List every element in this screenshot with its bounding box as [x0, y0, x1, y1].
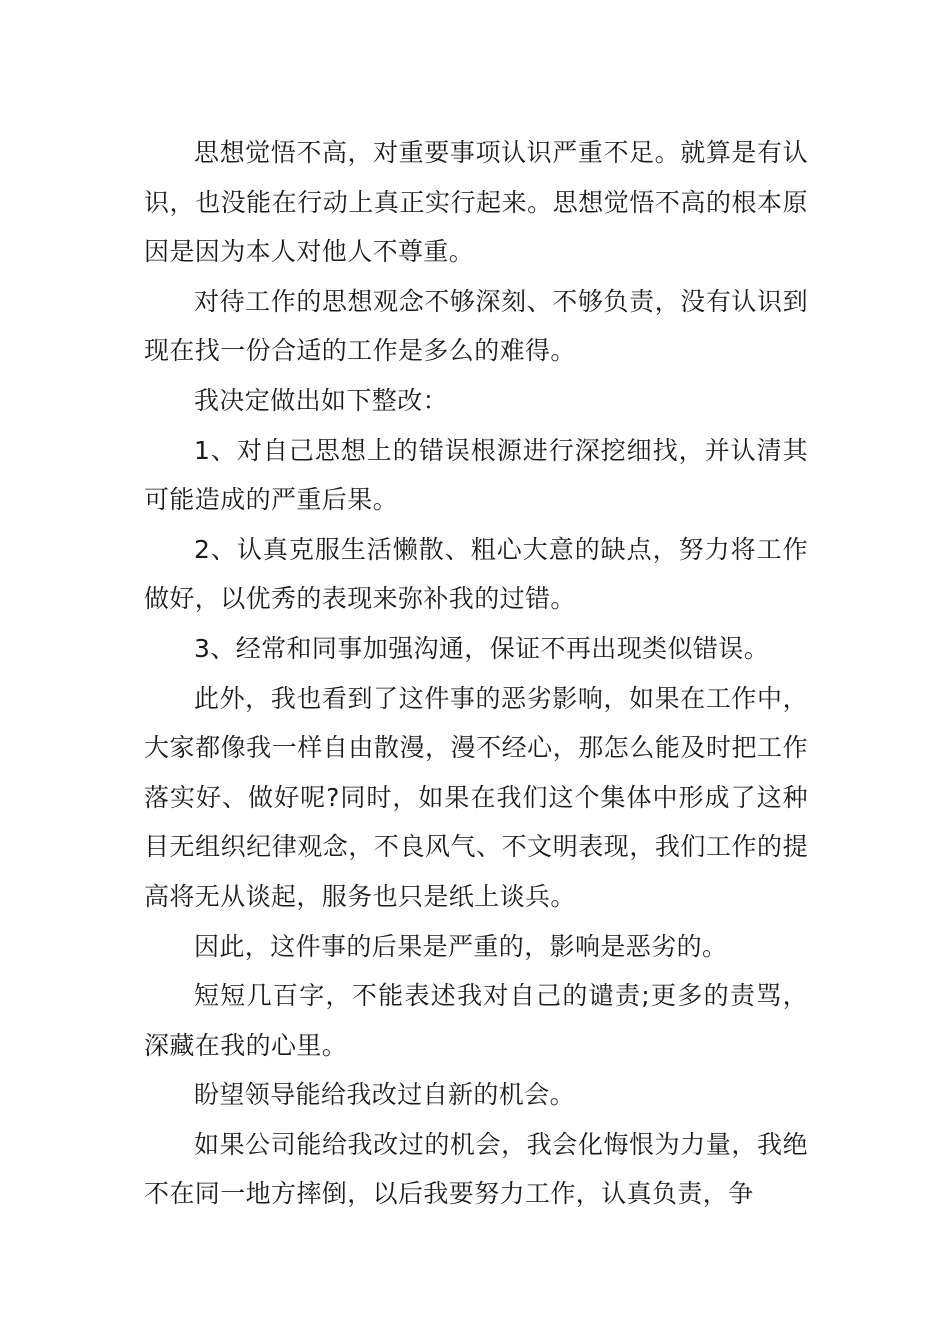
paragraph: 如果公司能给我改过的机会，我会化悔恨为力量，我绝不在同一地方摔倒，以后我要努力工作，认真负责，争: [144, 1129, 808, 1209]
paragraph: 此外，我也看到了这件事的恶劣影响，如果在工作中，大家都像我一样自由散漫，漫不经心，那怎么能及时把工作落实好、做好呢?同时，如果在我们这个集体中形成了这种目无组织纪律观念，不良风气、不文明表现，我们工作的提高将无从谈起，服务也只是纸上谈兵。: [144, 683, 808, 911]
paragraph: 对待工作的思想观念不够深刻、不够负责，没有认识到现在找一份合适的工作是多么的难得。: [144, 286, 808, 366]
paragraph: 因此，这件事的后果是严重的，影响是恶劣的。: [194, 931, 728, 961]
paragraph: 盼望领导能给我改过自新的机会。: [194, 1080, 576, 1110]
document-body: [144, 128, 808, 1219]
list-item: 3、经常和同事加强沟通，保证不再出现类似错误。: [194, 633, 770, 663]
paragraph: 思想觉悟不高，对重要事项认识严重不足。就算是有认识，也没能在行动上真正实行起来。思想觉悟不高的根本原因是因为本人对他人不尊重。: [144, 138, 808, 267]
paragraph: 短短几百字，不能表述我对自己的谴责;更多的责骂，深藏在我的心里。: [144, 981, 808, 1060]
list-item: 2、认真克服生活懒散、粗心大意的缺点，努力将工作做好，以优秀的表现来弥补我的过错。: [144, 534, 808, 614]
paragraph: 我决定做出如下整改：: [194, 385, 449, 415]
list-item: 1、对自己思想上的错误根源进行深挖细找，并认清其可能造成的严重后果。: [144, 435, 808, 515]
